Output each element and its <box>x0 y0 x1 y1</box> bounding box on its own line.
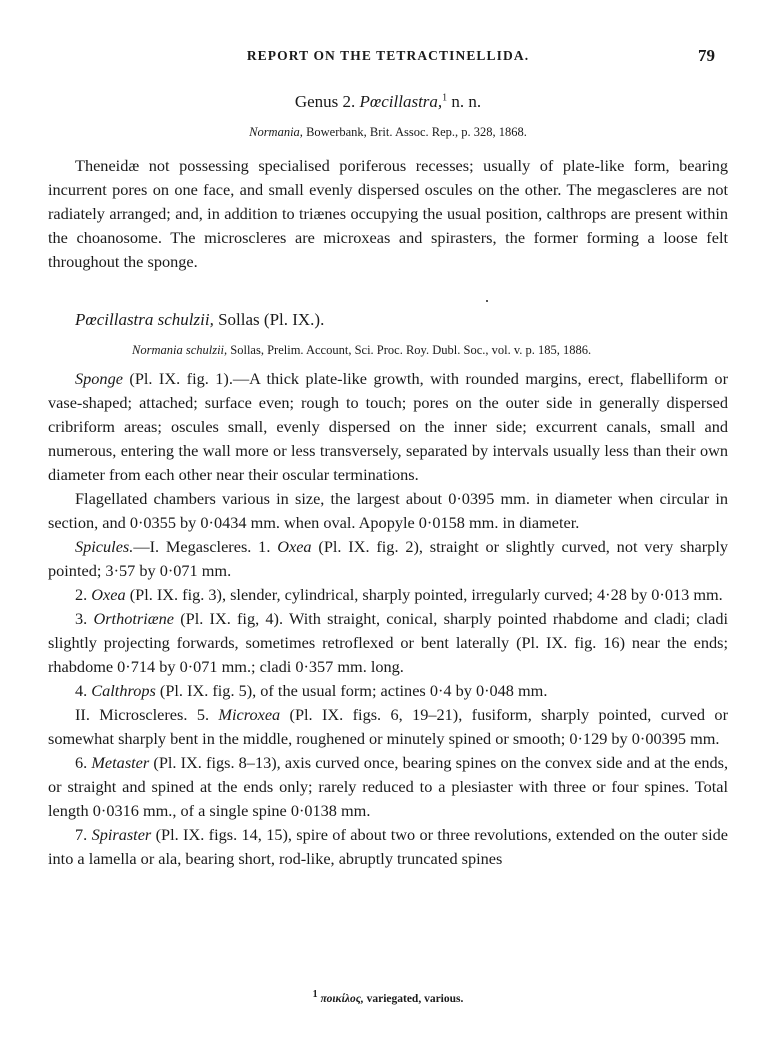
spicule-1-text: (Pl. IX. fig. 2), straight or slightly curved, not very sharply pointed; 3·57 by 0·071 mm. <box>48 537 728 580</box>
species-ref-name: Normania schulzii, <box>132 343 228 357</box>
spicule-7-num: 7. <box>75 825 92 844</box>
spicule-5-name: Microxea <box>218 705 281 724</box>
page-number: 79 <box>698 46 715 65</box>
genus-name: Pœcillastra, <box>359 92 443 111</box>
spicule-2-text: (Pl. IX. fig. 3), slender, cylindrical, sharply pointed, irregularly curved; 4·28 by 0·013 mm. <box>125 585 723 604</box>
spicule-2-name: Oxea <box>91 585 126 604</box>
genus-ref-name: Normania, <box>249 125 303 139</box>
spicule-7-name: Spiraster <box>91 825 152 844</box>
running-title: REPORT ON THE TETRACTINELLIDA. <box>246 48 530 63</box>
species-heading <box>75 310 324 330</box>
spicule-7-paragraph <box>48 823 728 871</box>
sponge-paragraph <box>48 367 728 487</box>
spicule-6-paragraph <box>48 751 728 823</box>
spicule-5-paragraph <box>48 703 728 751</box>
spicule-4-num: 4. <box>75 681 92 700</box>
spicule-6-text: (Pl. IX. figs. 8–13), axis curved once, bearing spines on the convex side and at the ends, or straight and spined at the ends only; rarely reduced to a plesiaster with three or four spines. Total length 0·0316 mm., of a single spine 0·0138 mm. <box>48 753 729 820</box>
species-rest: Sollas (Pl. IX.). <box>213 310 325 329</box>
species-ref-rest: Sollas, Prelim. Account, Sci. Proc. Roy. Dubl. Soc., vol. v. p. 185, 1886. <box>227 343 592 357</box>
genus-description-block <box>48 154 728 274</box>
spicule-5-text: (Pl. IX. figs. 6, 19–21), fusiform, sharply pointed, curved or somewhat sharply bent in the middle, roughened or minutely spined or smooth; 0·129 by 0·00395 mm. <box>48 705 728 748</box>
stray-mark <box>486 300 488 302</box>
spicule-4-name: Calthrops <box>91 681 156 700</box>
species-name: Pœcillastra schulzii, <box>75 310 214 329</box>
spicule-6-num: 6. <box>75 753 92 772</box>
spicule-3-paragraph <box>48 607 728 679</box>
genus-suffix: n. n. <box>447 92 482 111</box>
spicules-intro: —I. Megascleres. 1. <box>133 537 278 556</box>
chambers-paragraph: Flagellated chambers various in size, the largest about 0·0395 mm. in diameter when circular in section, and 0·0355 by 0·0434 mm. when oval. Apopyle 0·0158 mm. in diameter. <box>48 489 728 532</box>
sponge-text: (Pl. IX. fig. 1).—A thick plate-like growth, with rounded margins, erect, flabelliform or vase-shaped; attached; surface even; rough to touch; pores on the outer side in generally dispersed cribriform areas; oscules small, evenly dispersed on the inner side; excurrent canals, small and numerous, entering the wall more or less transversely, separated by intervals usually less than their own diameter from each other near their oscular terminations. <box>48 369 728 484</box>
spicule-4-text: (Pl. IX. fig. 5), of the usual form; actines 0·4 by 0·048 mm. <box>155 681 548 700</box>
sponge-label: Sponge <box>75 369 123 388</box>
spicule-5-pre: II. Microscleres. 5. <box>75 705 219 724</box>
genus-prefix: Genus 2. <box>294 92 360 111</box>
spicule-1-name: Oxea <box>277 537 312 556</box>
footnote-ref-mark: 1 <box>442 92 448 104</box>
spicules-intro-paragraph <box>48 535 728 583</box>
footnote-text: variegated, various. <box>363 992 464 1005</box>
footnote <box>0 989 776 1005</box>
spicule-3-text: (Pl. IX. fig, 4). With straight, conical, sharply pointed rhabdome and cladi; cladi slightly projecting forwards, sometimes retroflexed or bent laterally (Pl. IX. fig. 16) near the ends; rhabdome 0·714 by 0·071 mm.; cladi 0·357 mm. long. <box>48 609 728 676</box>
spicule-4-paragraph <box>48 679 728 703</box>
footnote-mark: 1 <box>312 989 318 1000</box>
genus-description: Theneidæ not possessing specialised poriferous recesses; usually of plate-like form, bearing incurrent pores on one face, and small evenly dispersed oscules on the other. The megascleres are not radiately arranged; and, in addition to triænes occupying the usual position, calthrops are present within the choanosome. The microscleres are microxeas and spirasters, the former forming a loose felt throughout the sponge. <box>48 156 728 271</box>
spicule-2-paragraph <box>48 583 728 607</box>
species-reference <box>132 343 591 358</box>
genus-heading <box>0 92 776 112</box>
running-head <box>0 46 776 66</box>
spicule-2-num: 2. <box>75 585 92 604</box>
footnote-greek: ποικίλος, <box>320 992 364 1005</box>
genus-reference <box>0 125 776 140</box>
spicules-label: Spicules. <box>75 537 134 556</box>
spicule-6-name: Metaster <box>91 753 150 772</box>
spicule-3-name: Orthotriæne <box>93 609 174 628</box>
spicule-7-text: (Pl. IX. figs. 14, 15), spire of about two or three revolutions, extended on the outer side into a lamella or ala, bearing short, rod-like, abruptly truncated spines <box>48 825 729 868</box>
species-description-block <box>48 367 728 871</box>
genus-ref-rest: Bowerbank, Brit. Assoc. Rep., p. 328, 1868. <box>302 125 527 139</box>
spicule-3-num: 3. <box>75 609 94 628</box>
